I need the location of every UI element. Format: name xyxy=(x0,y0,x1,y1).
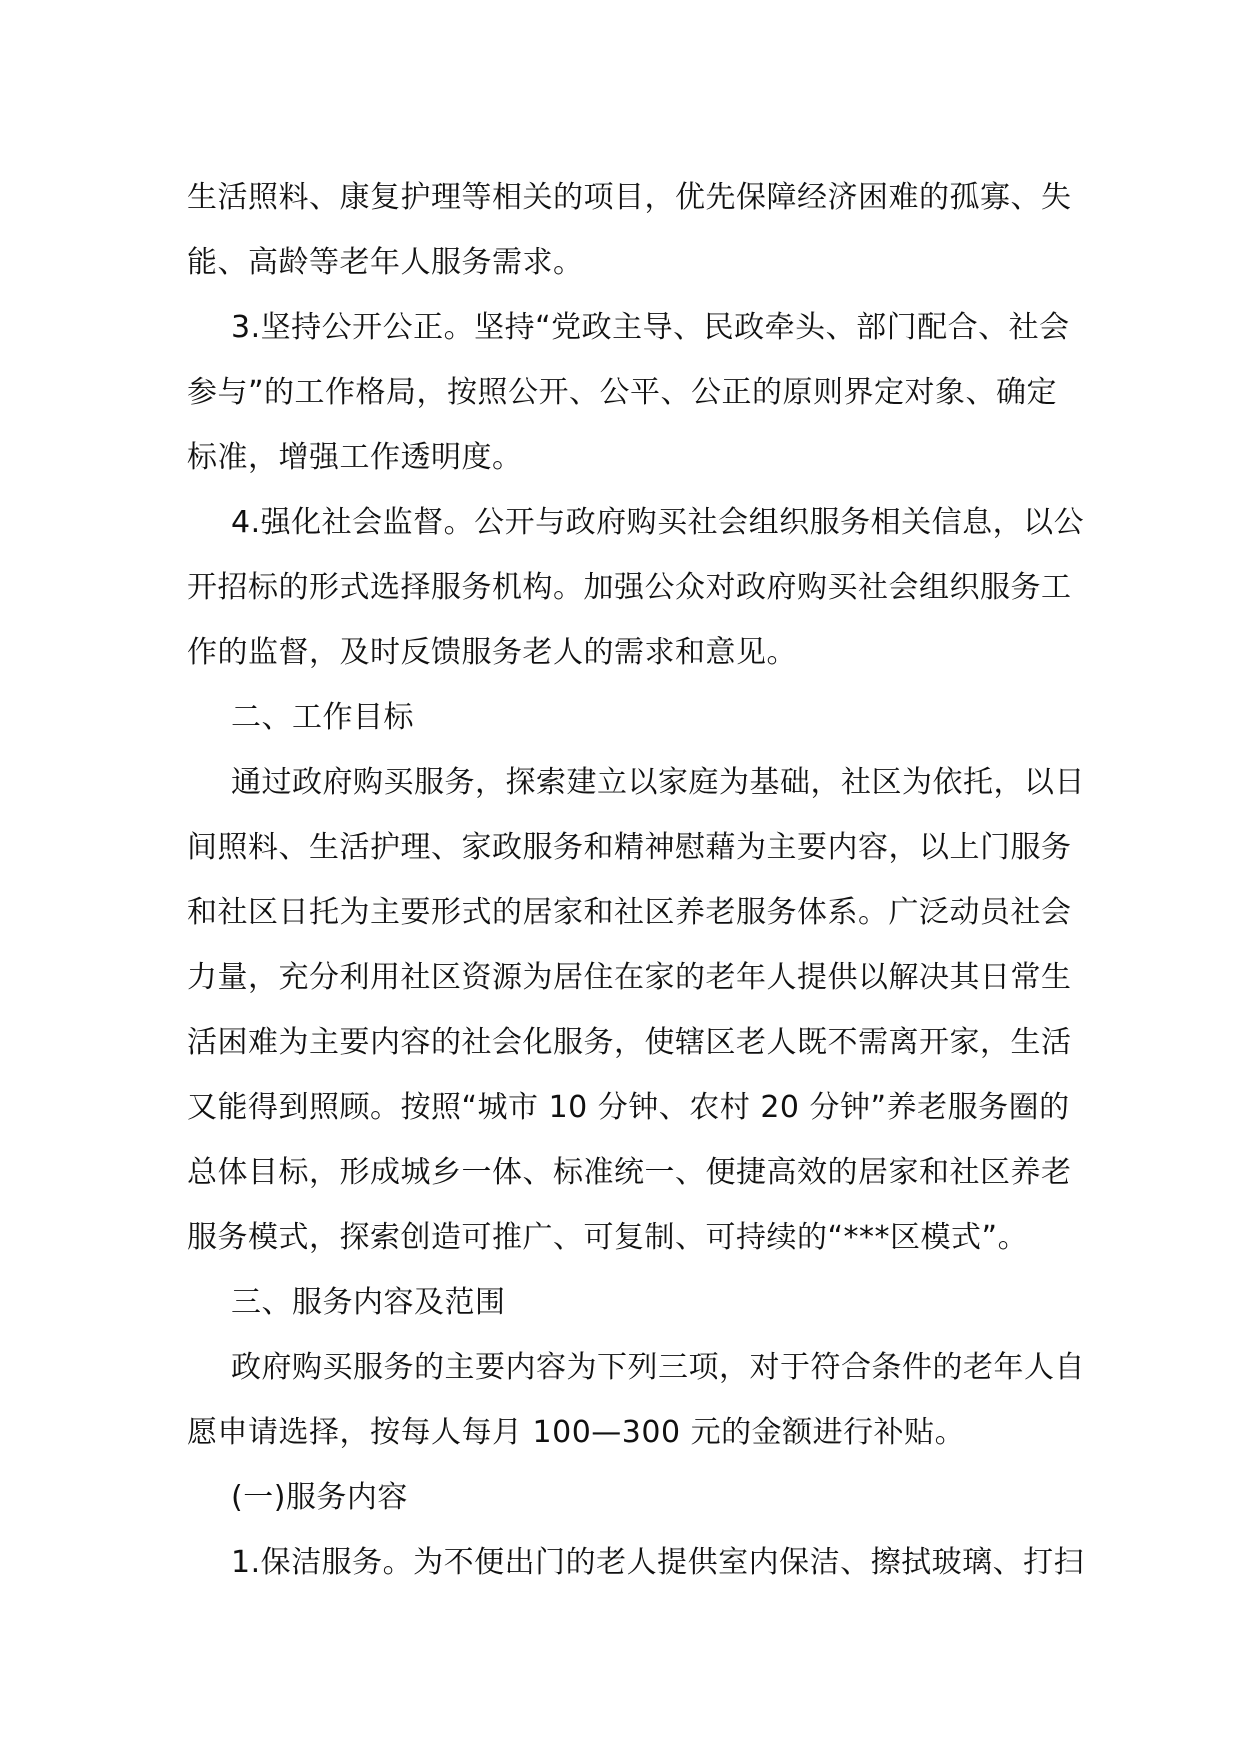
text-line: 通过政府购买服务，探索建立以家庭为基础，社区为依托，以日 xyxy=(231,765,1085,800)
text-line: 又能得到照顾。按照“城市 10 分钟、农村 20 分钟”养老服务圈的 xyxy=(187,1090,1070,1125)
text-line: 政府购买服务的主要内容为下列三项，对于符合条件的老年人自 xyxy=(231,1350,1085,1385)
text-line: 1.保洁服务。为不便出门的老人提供室内保洁、擦拭玻璃、打扫 xyxy=(231,1545,1085,1580)
paragraph-service-scope xyxy=(187,1335,1085,1465)
section-heading-service-scope xyxy=(187,1270,1057,1335)
text-line: 总体目标，形成城乡一体、标准统一、便捷高效的居家和社区养老 xyxy=(187,1155,1072,1190)
text-line: 和社区日托为主要形式的居家和社区养老服务体系。广泛动员社会 xyxy=(187,895,1072,930)
text-line: 开招标的形式选择服务机构。加强公众对政府购买社会组织服务工 xyxy=(187,570,1072,605)
text-line: 3.坚持公开公正。坚持“党政主导、民政牵头、部门配合、社会 xyxy=(231,310,1070,345)
text-line: 标准，增强工作透明度。 xyxy=(187,440,523,475)
section-heading-work-goals xyxy=(187,685,1057,750)
subsection-heading-service-content xyxy=(187,1465,1057,1530)
text-line: 能、高龄等老年人服务需求。 xyxy=(187,245,584,280)
text-line: 服务模式，探索创造可推广、可复制、可持续的“***区模式”。 xyxy=(187,1220,1029,1255)
paragraph-work-goals xyxy=(187,750,1085,1270)
section-heading: 三、服务内容及范围 xyxy=(231,1285,506,1320)
paragraph-cleaning-service xyxy=(187,1530,1085,1595)
text-line: 间照料、生活护理、家政服务和精神慰藉为主要内容，以上门服务 xyxy=(187,830,1072,865)
text-line: 作的监督，及时反馈服务老人的需求和意见。 xyxy=(187,635,797,670)
paragraph-principle-4 xyxy=(187,490,1085,685)
text-line: 力量，充分利用社区资源为居住在家的老年人提供以解决其日常生 xyxy=(187,960,1072,995)
text-line: 愿申请选择，按每人每月 100—300 元的金额进行补贴。 xyxy=(187,1415,966,1450)
text-line: 参与”的工作格局，按照公开、公平、公正的原则界定对象、确定 xyxy=(187,375,1058,410)
section-heading: 二、工作目标 xyxy=(231,700,414,735)
text-line: 4.强化社会监督。公开与政府购买社会组织服务相关信息，以公 xyxy=(231,505,1085,540)
text-line: 生活照料、康复护理等相关的项目，优先保障经济困难的孤寡、失 xyxy=(187,180,1072,215)
paragraph-service-needs xyxy=(187,165,1072,295)
document-body xyxy=(187,165,1085,1595)
subsection-heading: (一)服务内容 xyxy=(231,1480,408,1515)
paragraph-principle-3 xyxy=(187,295,1070,490)
text-line: 活困难为主要内容的社会化服务，使辖区老人既不需离开家，生活 xyxy=(187,1025,1072,1060)
